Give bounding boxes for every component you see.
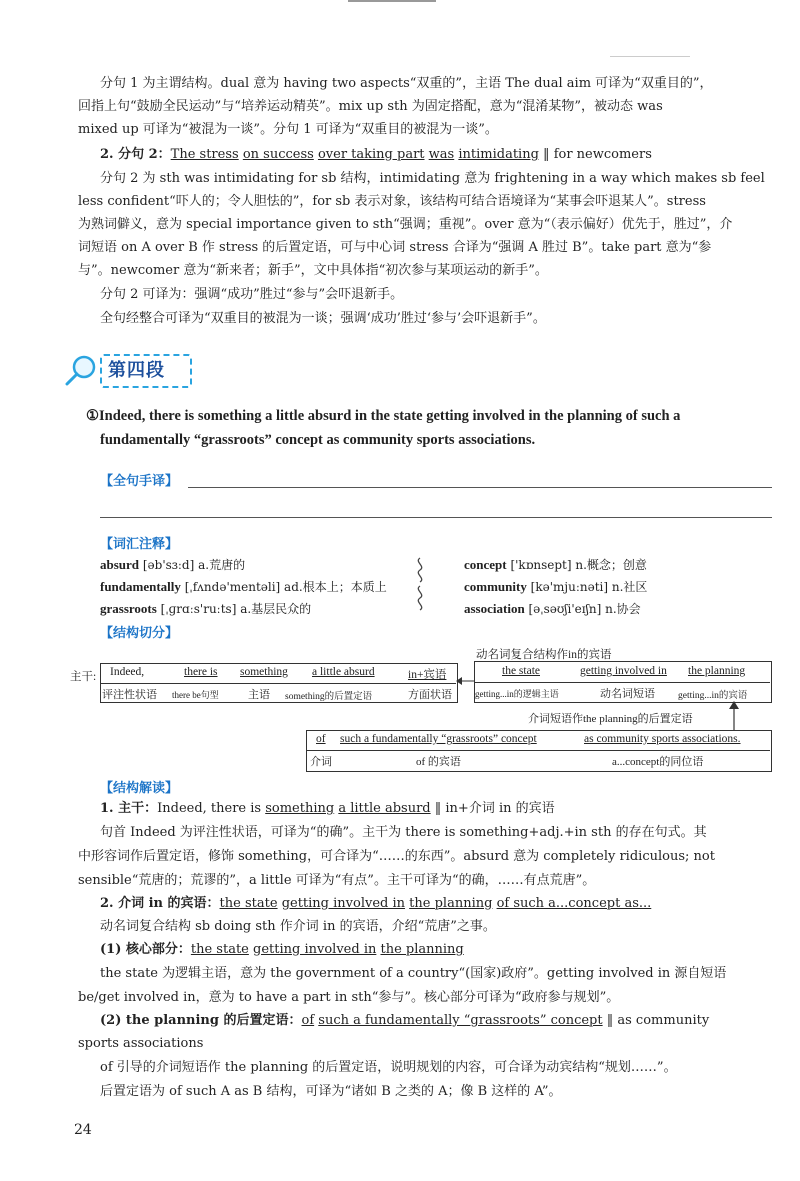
main-box-divider [100,683,456,684]
para2-line4: 词短语 on A over B 作 stress 的后置定语，可与中心词 stress 合译为“强调 A 胜过 B”。take part 意为“参 [78,240,712,255]
analysis-h2 [100,892,772,915]
vocab-word: fundamentally [100,579,181,594]
vocab-def: [ˌfʌndə'mentəli] ad.根本上；本质上 [184,580,387,594]
para1-line3: mixed up 可译为“被混为一谈”。分句 1 可译为“双重目的被混为一谈”。 [78,122,498,137]
left-arrow-icon [456,676,474,686]
analysis-h1-part: Indeed, there is [157,801,262,816]
vocab-word: absurd [100,557,140,572]
main-role: 方面状语 [408,689,452,701]
analysis-h2-label: 2. 介词 in 的宾语： [100,896,220,911]
main-cell: Indeed, [110,666,145,678]
vocab-label: 【词汇注释】 [100,537,179,552]
para1-line1: 分句 1 为主谓结构。dual 意为 having two aspects“双重的”，主语 The dual aim 可译为“双重目的”， [100,76,713,91]
main-role: 评注性状语 [102,689,157,701]
pp-role: 介词 [310,756,332,768]
vocab-item [464,598,641,620]
pp-cell: such a fundamentally “grassroots” concept [340,733,537,745]
clause2-tail: for newcomers [553,147,652,162]
vocab-item [464,576,647,598]
analysis-h3-part: the state [190,942,249,957]
pp-box-divider [306,750,770,751]
vocab-word: association [464,601,525,616]
gerund-role: getting...in的宾语 [678,691,748,701]
pp-cell: of [316,733,326,745]
analysis-a2-line1: 动名词复合结构 sb doing sth 作介词 in 的宾语，介绍“荒唐”之事。 [100,919,496,934]
clause2-part: The stress [170,147,239,162]
analysis-h1 [100,797,772,820]
vocab-word: concept [464,557,507,572]
section-title: 第四段 [108,360,165,381]
para2-line2: less confident“吓人的；令人胆怯的”，for sb 表示对象，该结构可结合语境译为“某事会吓退某人”。stress [78,194,706,209]
answer-line-2 [100,517,772,518]
binding-spiral-icon [412,556,428,616]
gerund-role: 动名词短语 [600,688,655,700]
main-role: 主语 [248,689,270,701]
main-cell: a little absurd [312,666,375,678]
header-rule [610,56,690,57]
clause2-sep: ‖ [543,147,550,162]
analysis-a3-line2: be/get involved in，意为 to have a part in sth“参与”。核心部分可译为“政府参与规划”。 [78,990,620,1005]
analysis-h4-part: of [301,1013,315,1028]
clause2-part: intimidating [458,147,539,162]
pp-note: 介词短语作the planning的后置定语 [528,713,693,725]
vocab-def: [ˌɡrɑːs'ruːts] a.基层民众的 [160,602,312,616]
structure-label: 【结构切分】 [100,626,179,641]
analysis-h4-part: ‖ as community [606,1013,710,1028]
vocab-word: community [464,579,527,594]
answer-line-1 [188,487,772,488]
vocab-def: ['kɒnsept] n.概念；创意 [510,558,647,572]
analysis-a4-line3: 后置定语为 of such A as B 结构，可译为“诸如 B 之类的 A；像 B 这样的 A”。 [100,1084,562,1099]
vocab-def: [kə'mjuːnəti] n.社区 [530,580,648,594]
analysis-h1-part: a little absurd [338,801,431,816]
vocab-def: [əˌsəʊʃi'eɪʃn] n.协会 [528,602,641,616]
para1-line2: 回指上句“鼓励全民运动”与“培养运动精英”。mix up sth 为固定搭配，意为“混淆某物”，被动态 was [78,99,663,114]
para2-line3: 为熟词僻义，意为 special importance given to sth“强调；重视”。over 意为“（表示偏好）优先于，胜过”，介 [78,217,733,232]
analysis-h2-part: the state [219,896,278,911]
analysis-a4-line2: of 引导的介词短语作 the planning 的后置定语，说明规划的内容，可合译为动宾结构“规划……”。 [100,1060,677,1075]
gerund-cell: the planning [688,665,746,677]
main-cell: something [240,666,288,678]
analysis-a1-line1: 句首 Indeed 为评注性状语，可译为“的确”。主干为 there is something+adj.+in sth 的存在句式。其 [100,825,707,840]
main-role: something的后置定语 [285,692,373,702]
analysis-a1-line2: 中形容词作后置定语，修饰 something，可合译为“……的东西”。absurd 意为 completely ridiculous; not [78,849,715,864]
clause2-label: 2. 分句 2： [100,147,171,162]
clause2-heading [100,143,772,166]
analysis-h4 [100,1009,772,1032]
main-role: there be句型 [172,690,219,700]
analysis-h3-label: (1) 核心部分： [100,942,191,957]
analysis-h3-part: getting involved in [253,942,377,957]
para2-line1: 分句 2 为 sth was intimidating for sb 结构，intimidating 意为 frightening in a way which makes sb feel [100,171,765,186]
clause2-part: on success [242,147,314,162]
analysis-h1-label: 1. 主干： [100,801,158,816]
gerund-role: getting...in的逻辑主语 [475,689,559,699]
gerund-cell: getting involved in [580,665,667,677]
vocab-item [100,554,245,576]
analysis-h3 [100,938,772,961]
vocab-item [464,554,647,576]
analysis-a4-line1: sports associations [78,1036,204,1051]
page-number: 24 [74,1122,92,1138]
analysis-h1-part: something [265,801,335,816]
gerund-cell: the state [502,665,540,677]
sentence-number: ① [86,408,99,424]
diagram-main-label: 主干: [70,671,97,683]
analysis-h2-part: the planning [409,896,493,911]
vocab-def: [əb'sɜːd] a.荒唐的 [142,558,246,572]
analysis-label: 【结构解读】 [100,781,179,796]
pp-role: a...concept的同位语 [612,756,704,768]
main-cell: in+宾语 [408,669,447,681]
pp-role: of 的宾语 [416,756,461,768]
top-edge-line [348,0,436,2]
analysis-h4-part: such a fundamentally “grassroots” concept [318,1013,603,1028]
analysis-a3-line1: the state 为逻辑主语，意为 the government of a country“(国家)政府”。getting involved in 源自短语 [100,966,727,981]
para2-line5: 与”。newcomer 意为“新来者；新手”，文中具体指“初次参与某项运动的新手”。 [78,263,548,278]
gerund-box-divider [474,682,770,683]
para2-line7: 全句经整合可译为“双重目的被混为一谈；强调‘成功’胜过‘参与’会吓退新手”。 [100,311,546,326]
up-arrow-icon [728,701,740,733]
vocab-item [100,576,387,598]
clause2-part: was [428,147,455,162]
analysis-h2-part: getting involved in [281,896,406,911]
main-cell: there is [184,666,218,678]
diagram-top-note: 动名词复合结构作in的宾语 [476,649,612,661]
translate-label: 【全句手译】 [100,474,179,489]
sentence-line2: fundamentally “grassroots” concept as community sports associations. [100,432,536,448]
analysis-h4-label: (2) the planning 的后置定语： [100,1013,302,1028]
vocab-item [100,598,311,620]
analysis-h2-part: of such a...concept as... [496,896,652,911]
para2-line6: 分句 2 可译为：强调“成功”胜过“参与”会吓退新手。 [100,287,404,302]
analysis-a1-line3: sensible“荒唐的；荒谬的”，a little 可译为“有点”。主干可译为“的确，……有点荒唐”。 [78,873,596,888]
magnifier-icon [62,354,102,386]
analysis-h1-part: ‖ in+介词 in 的宾语 [434,801,555,816]
sentence-text-1: Indeed, there is something a little absurd in the state getting involved in the planning of such a [99,408,681,424]
analysis-h3-part: the planning [380,942,464,957]
pp-cell: as community sports associations. [584,733,741,745]
vocab-word: grassroots [100,601,157,616]
sentence-line1 [86,404,776,429]
clause2-part: over taking part [317,147,425,162]
